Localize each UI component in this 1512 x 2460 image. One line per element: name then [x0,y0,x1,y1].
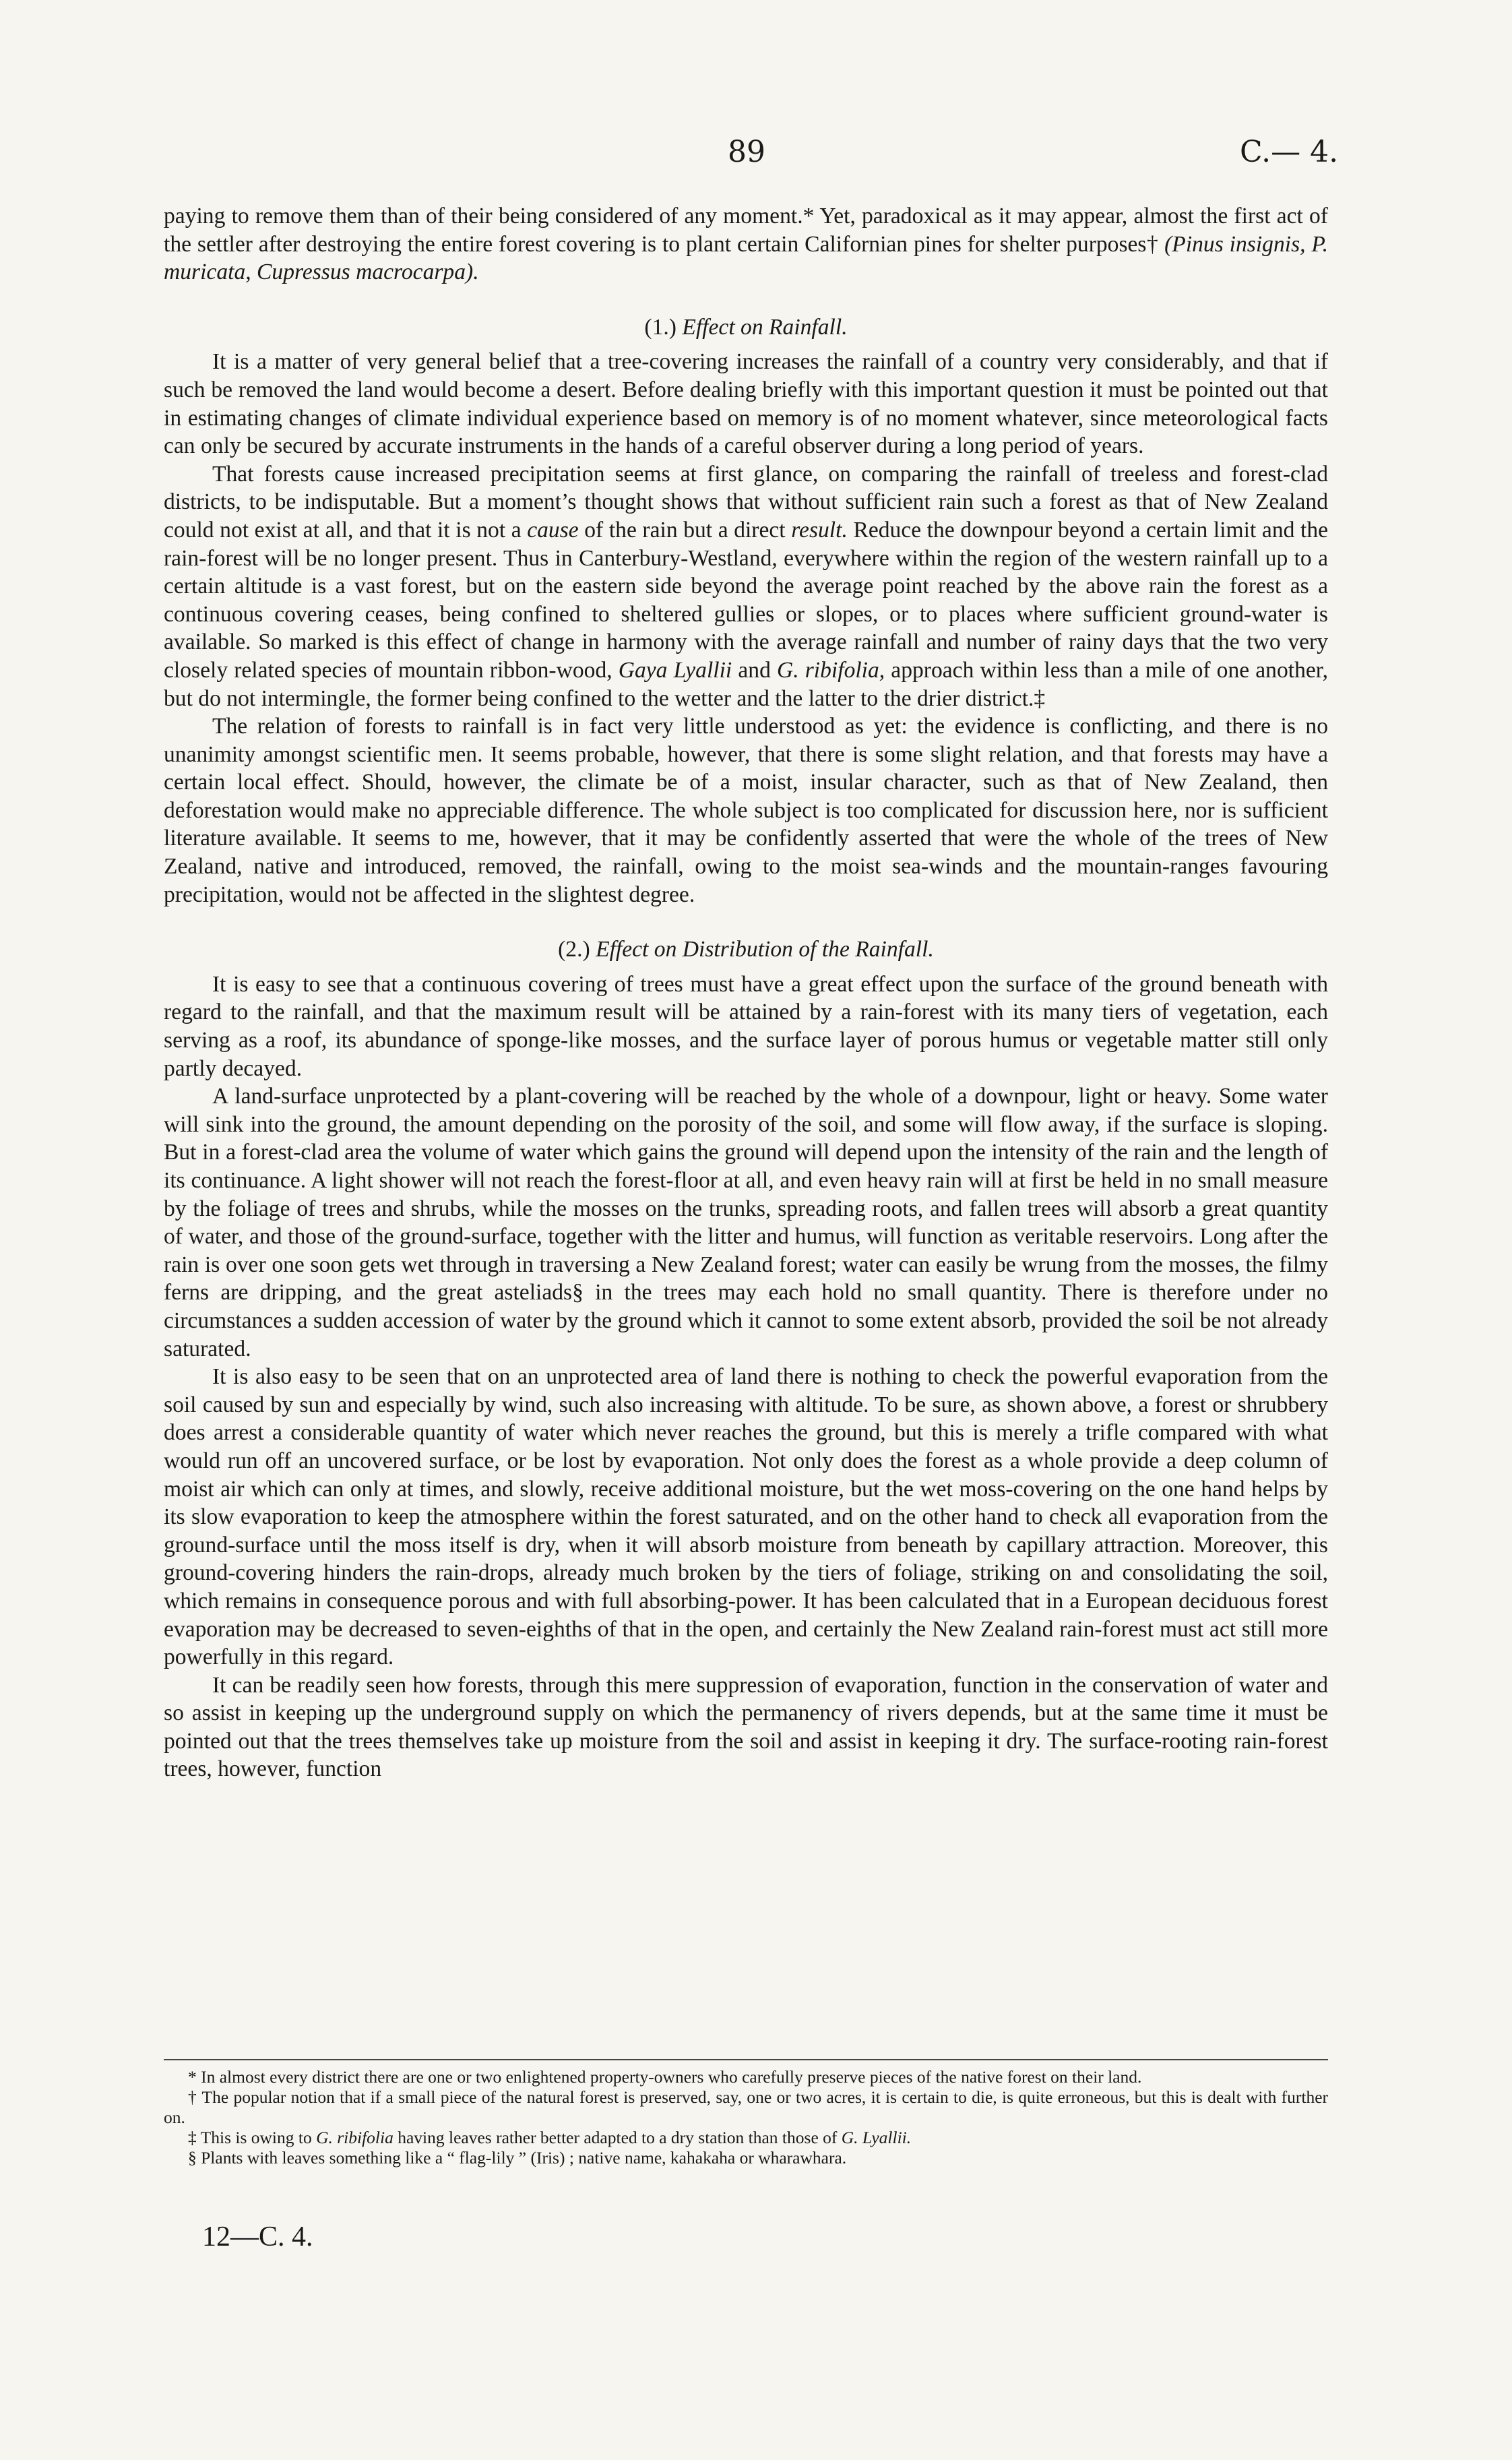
footnote: * In almost every district there are one or two enlightened property-owners who carefully preserve pieces of the native forest on their land. [188,2067,1142,2087]
printer-signature: 12—C. 4. [202,2221,313,2252]
paragraph: It is also easy to be seen that on an unprotected area of land there is nothing to check the powerful evaporation from the soil caused by sun and especially by wind, such also increasing with altitude. To be sure, as shown above, a forest or shrubbery does arrest a considerable quantity of water which never reaches the ground, but this is merely a trifle compared with what would run off an uncovered surface, or be lost by evaporation. Not only does the forest as a whole provide a deep column of moist air which can only at times, and slowly, receive additional moisture, but the wet moss-covering on the one hand helps by its slow evaporation to keep the atmosphere within the forest saturated, and on the other hand to check all evaporation from the ground-surface until the moss itself is dry, when it will absorb moisture from beneath by capillary attraction. Moreover, this ground-covering hinders the rain-drops, already much broken by the tiers of foliage, striking on and consolidating the soil, which remains in consequence porous and with full absorbing-power. It has been calculated that in a European deciduous forest evaporation may be decreased to seven-eighths of that in the open, and certainly the New Zealand rain-forest must act still more powerfully in this regard. [164,1364,1328,1670]
paragraph: It is easy to see that a continuous covering of trees must have a great effect upon the surface of the ground beneath with regard to the rainfall, and that the maximum result will be attained by a rain-forest with its many tiers of vegetation, each serving as a roof, its abundance of sponge-like mosses, and the surface layer of porous humus or vegetable matter still only partly decayed. [164,971,1328,1081]
footnote: † The popular notion that if a small piece of the natural forest is preserved, say, one or two acres, it is certain to die, is quite erroneous, but this is dealt with further on. [164,2087,1328,2127]
paragraph: It can be readily seen how forests, through this mere suppression of evaporation, function in the conservation of water and so assist in keeping up the underground supply on which the permanency of rivers depends, but at the same time it must be pointed out that the trees themselves take up moisture from the soil and assist in keeping it dry. The surface-rooting rain-forest trees, however, function [164,1672,1328,1782]
report-reference: C.— 4. [1240,135,1339,169]
page-header [0,135,1512,175]
footnotes [164,2059,1328,2168]
section-heading-distribution: (2.) Effect on Distribution of the Rainfall. [558,937,934,962]
section-heading-rainfall: (1.) Effect on Rainfall. [644,314,848,340]
footnote: ‡ This is owing to G. ribifolia having leaves rather better adapted to a dry station than those of G. Lyallii. [188,2128,912,2147]
paragraph: It is a matter of very general belief that a tree-covering increases the rainfall of a country very considerably, and that if such be removed the land would become a desert. Before dealing briefly with this important question it must be pointed out that in estimating changes of climate individual experience based on memory is of no moment whatever, since meteorological facts can only be secured by accurate instruments in the hands of a careful observer during a long period of years. [164,349,1328,459]
page-number: 89 [728,135,765,169]
footnote: § Plants with leaves something like a “ flag-lily ” (Iris) ; native name, kahakaha or wharawhara. [188,2148,847,2167]
paragraph: That forests cause increased precipitation seems at first glance, on comparing the rainfall of treeless and forest-clad districts, to be indisputable. But a moment’s thought shows that without sufficient rain such a forest as that of New Zealand could not exist at all, and that it is not a cause of the rain but a direct result. Reduce the downpour beyond a certain limit and the rain-forest will be no longer present. Thus in Canterbury-Westland, everywhere within the region of the western rainfall up to a certain altitude is a vast forest, but on the eastern side beyond the average point reached by the above rain the forest as a continuous covering ceases, being confined to sheltered gullies or slopes, or to places where sufficient ground-water is available. So marked is this effect of change in harmony with the average rainfall and number of rainy days that the two very closely related species of mountain ribbon-wood, Gaya Lyallii and G. ribifolia, approach within less than a mile of one another, but do not intermingle, the former being confined to the wetter and the latter to the drier district.‡ [164,461,1329,711]
paragraph: paying to remove them than of their being considered of any moment.* Yet, paradoxical as it may appear, almost the first act of the settler after destroying the entire forest covering is to plant certain Californian pines for shelter purposes† (Pinus insignis, P. muricata, Cupressus macrocarpa). [164,204,1328,285]
paragraph: A land-surface unprotected by a plant-covering will be reached by the whole of a downpour, light or heavy. Some water will sink into the ground, the amount depending on the porosity of the soil, and some will flow away, if the surface is sloping. But in a forest-clad area the volume of water which gains the ground will depend upon the intensity of the rain and the length of its continuance. A light shower will not reach the forest-floor at all, and even heavy rain will at first be held in no small measure by the foliage of trees and shrubs, while the mosses on the trunks, spreading roots, and fallen trees will absorb a great quantity of water, and those of the ground-surface, together with the litter and humus, will function as veritable reservoirs. Long after the rain is over one soon gets wet through in traversing a New Zealand forest; water can easily be wrung from the mosses, the filmy ferns are dripping, and the great asteliads§ in the trees may each hold no small quantity. There is therefore under no circumstances a sudden accession of water by the ground which it cannot to some extent absorb, provided the soil be not already saturated. [164,1084,1328,1361]
body-text [164,202,1328,1783]
paragraph: The relation of forests to rainfall is in fact very little understood as yet: the evidence is conflicting, and there is no unanimity amongst scientific men. It seems probable, however, that there is some slight relation, and that forests may have a certain local effect. Should, however, the climate be of a moist, insular character, such as that of New Zealand, then deforestation would make no appreciable difference. The whole subject is too complicated for discussion here, nor is sufficient literature available. It seems to me, however, that it may be confidently asserted that were the whole of the trees of New Zealand, native and introduced, removed, the rainfall, owing to the moist sea-winds and the mountain-ranges favouring precipitation, would not be affected in the slightest degree. [164,714,1328,907]
